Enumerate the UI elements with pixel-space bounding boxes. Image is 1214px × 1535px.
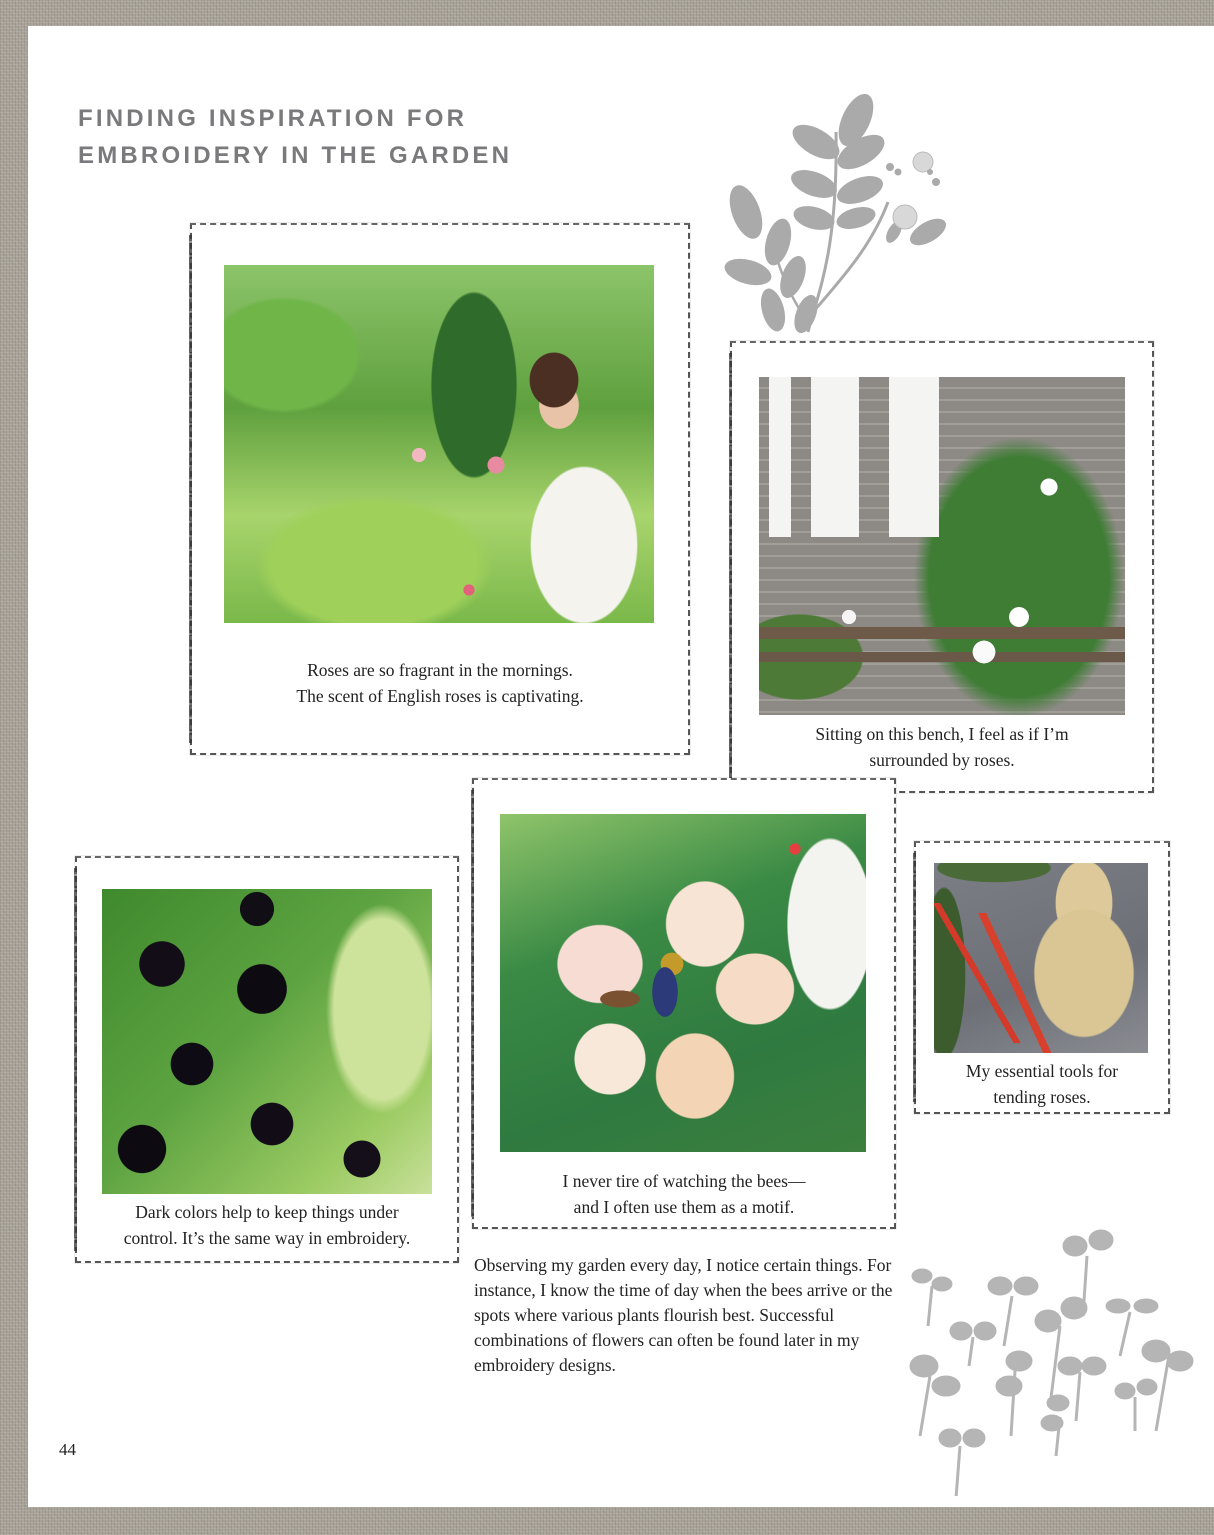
book-page xyxy=(28,26,1214,1507)
photo-frame-petunias xyxy=(75,856,459,1263)
photo-frame-garden-tools xyxy=(914,841,1170,1114)
page-number: 44 xyxy=(59,1440,76,1459)
photo-garden-tools xyxy=(934,863,1148,1053)
title-line-2: EMBROIDERY IN THE GARDEN xyxy=(78,142,513,169)
photo-woman-smelling-roses xyxy=(224,265,654,623)
photo-bee-on-rose xyxy=(500,814,866,1152)
seedlings-illustration xyxy=(898,1216,1198,1496)
photo-black-petunias xyxy=(102,889,432,1194)
caption-woman-roses: Roses are so fragrant in the mornings. The scent of English roses is captivating. xyxy=(296,660,584,706)
caption-garden-tools: My essential tools for tending roses. xyxy=(965,1061,1119,1107)
photo-rose-bench xyxy=(759,377,1125,715)
caption-bee-rose: I never tire of watching the bees— and I often use them as a motif. xyxy=(562,1171,806,1217)
photo-frame-rose-bench xyxy=(730,341,1154,793)
photo-frame-bee-rose xyxy=(472,778,896,1229)
caption-petunias: Dark colors help to keep things under control. It’s the same way in embroidery. xyxy=(123,1202,411,1248)
caption-rose-bench: Sitting on this bench, I feel as if I’m surrounded by roses. xyxy=(815,724,1069,770)
photo-frame-woman-roses xyxy=(190,223,690,755)
title-line-1: FINDING INSPIRATION FOR xyxy=(78,105,468,132)
rose-branch-illustration xyxy=(718,92,948,342)
body-paragraph: Observing my garden every day, I notice certain things. For instance, I know the time of day when the bees arrive or the spots where various plants flourish best. Successful combinations of flowers can often be found later in my embroidery designs. xyxy=(474,1255,893,1375)
page-title xyxy=(78,100,512,174)
